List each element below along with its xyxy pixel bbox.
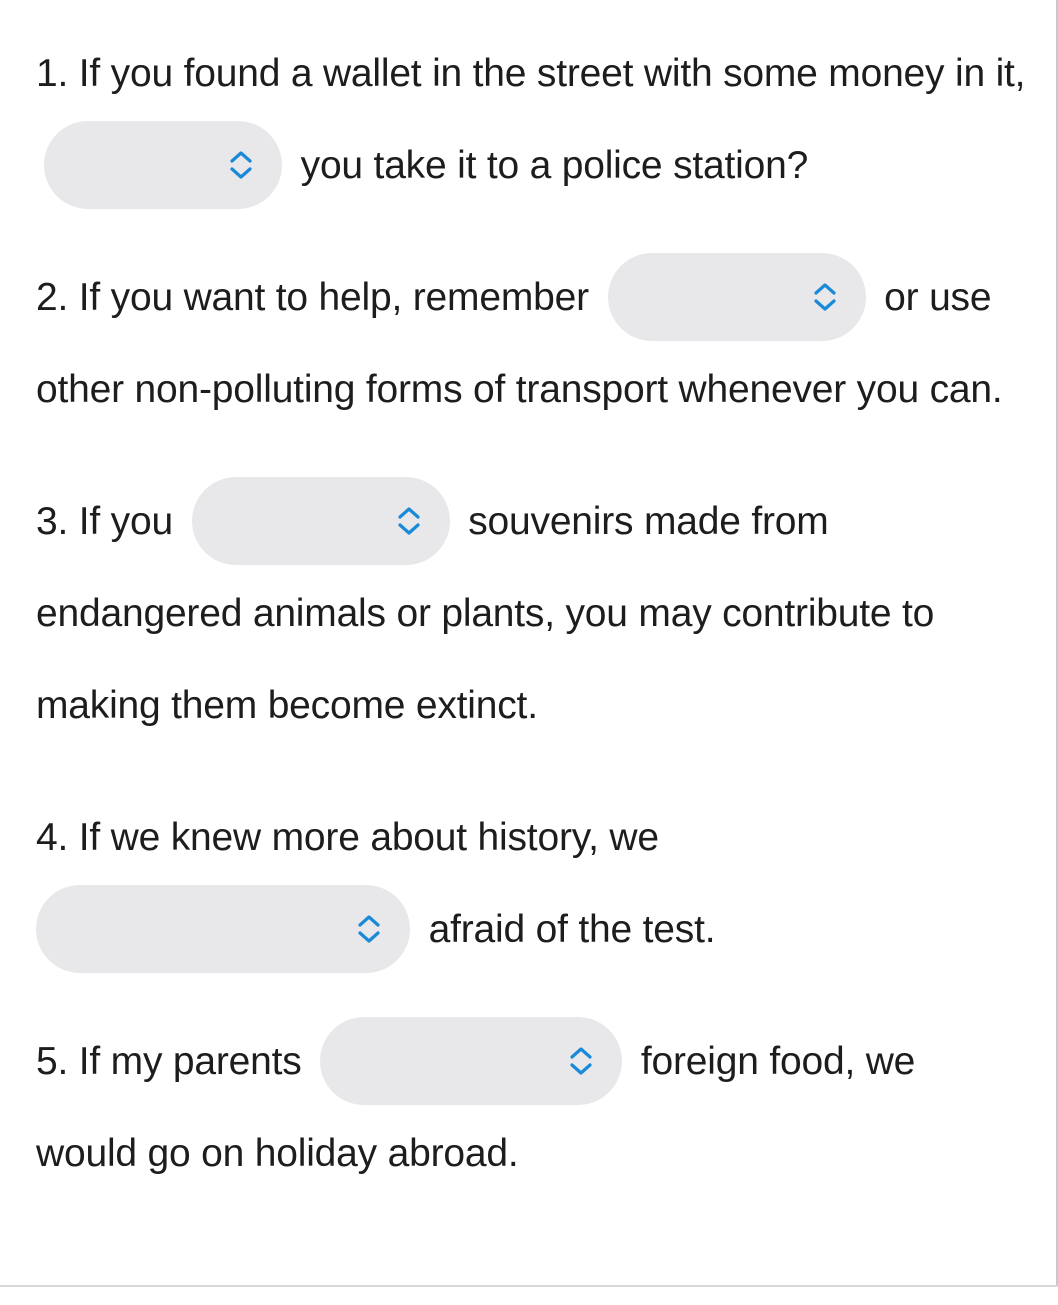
question-3-after: souvenirs made from endangered animals or plants, you may contribute to making them become extinct.	[36, 500, 935, 727]
question-1-before: 1. If you found a wallet in the street with some money in it,	[36, 52, 1026, 95]
question-3-before: 3. If you	[36, 500, 173, 543]
question-2-select[interactable]	[608, 253, 866, 341]
panel-bottom-border	[0, 1285, 1058, 1287]
question-3	[36, 476, 1026, 752]
question-5	[36, 1016, 1026, 1200]
question-1-after: you take it to a police station?	[300, 144, 809, 187]
question-5-before: 5. If my parents	[36, 1040, 302, 1083]
question-3-select[interactable]	[192, 477, 450, 565]
chevron-up-down-icon	[228, 148, 254, 182]
question-2	[36, 252, 1026, 436]
question-2-after: or use other non-polluting forms of transport whenever you can.	[36, 276, 1003, 411]
chevron-up-down-icon	[396, 504, 422, 538]
question-1	[36, 28, 1026, 212]
exercise-content	[36, 28, 1026, 1200]
question-5-select[interactable]	[320, 1017, 622, 1105]
chevron-up-down-icon	[568, 1044, 594, 1078]
question-4-select[interactable]	[36, 885, 410, 973]
question-1-select[interactable]	[44, 121, 282, 209]
question-4-before: 4. If we knew more about history, we	[36, 816, 659, 859]
question-5-after: foreign food, we would go on holiday abroad.	[36, 1040, 916, 1175]
chevron-up-down-icon	[812, 280, 838, 314]
chevron-up-down-icon	[356, 912, 382, 946]
question-4-after: afraid of the test.	[428, 908, 716, 951]
question-2-before: 2. If you want to help, remember	[36, 276, 589, 319]
question-4	[36, 792, 1026, 976]
